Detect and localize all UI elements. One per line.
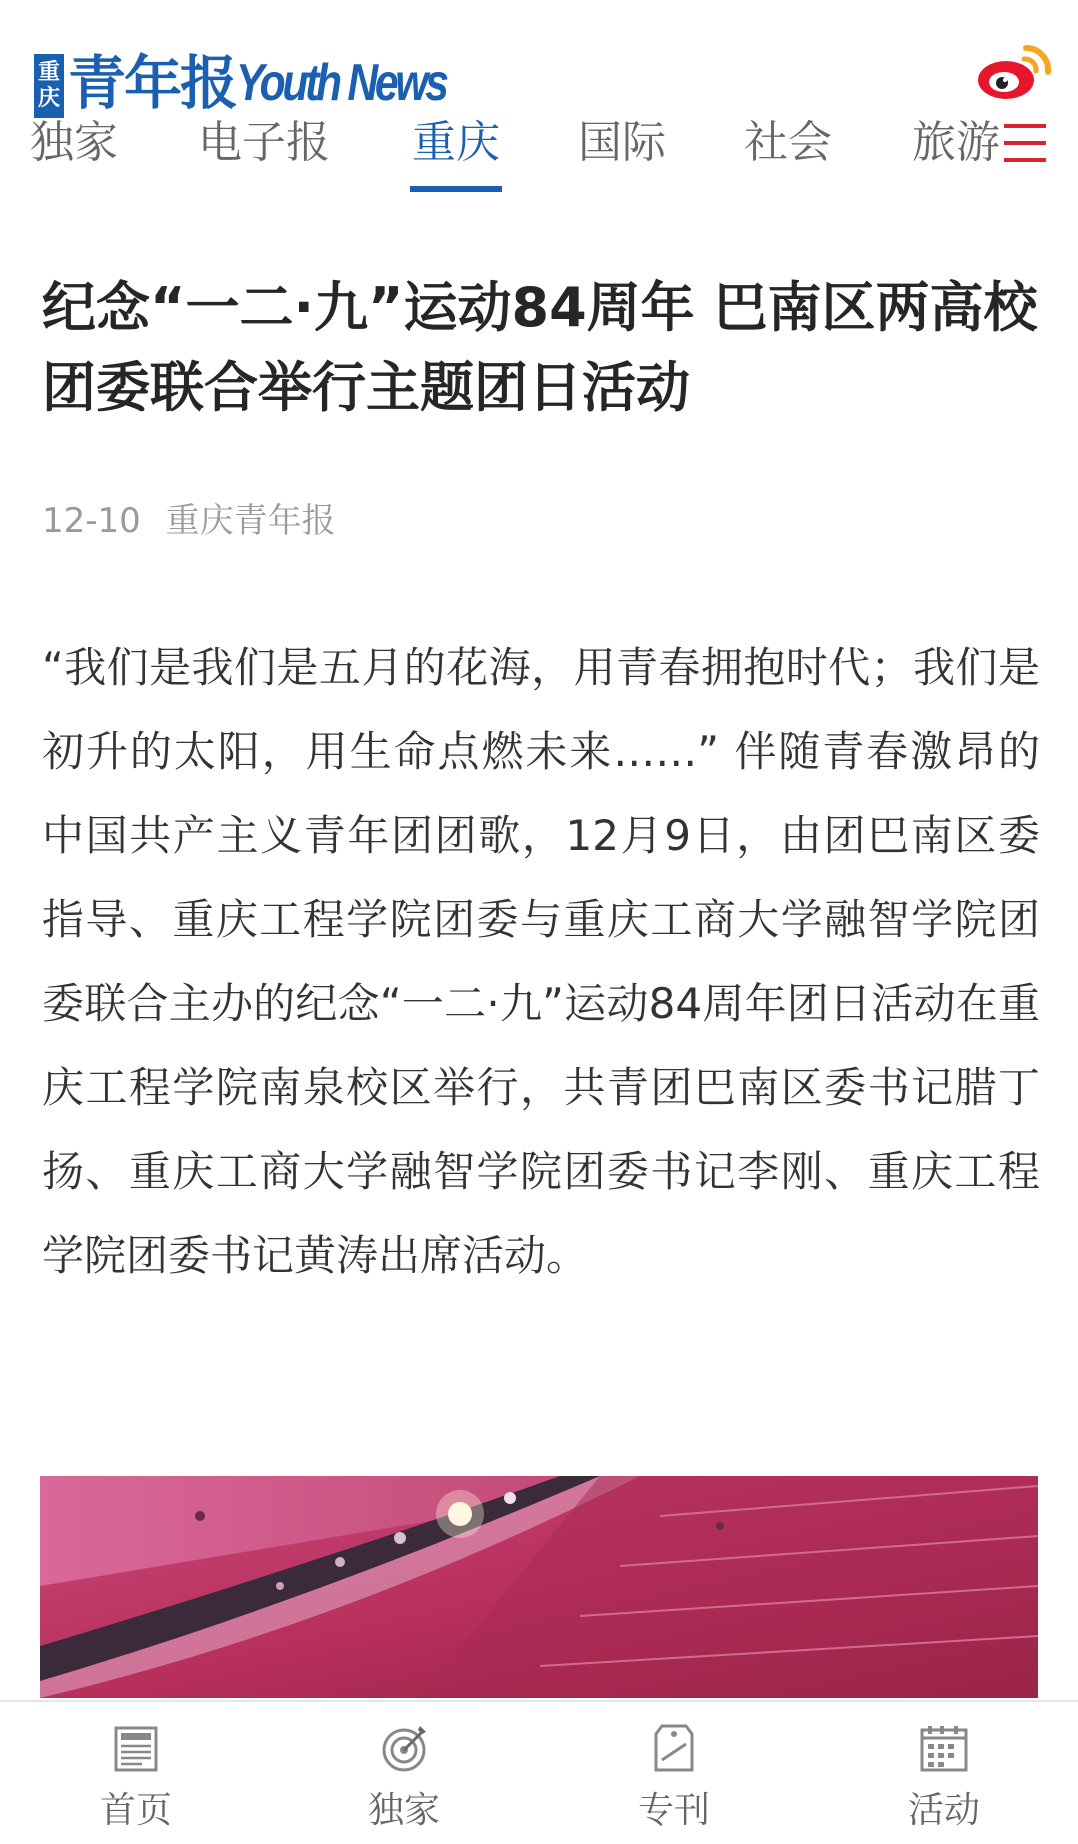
logo-paper-name: 青年报 — [68, 49, 237, 117]
tab-e-paper[interactable]: 电子报 — [198, 117, 330, 168]
nav-events-label: 活动 — [907, 1790, 980, 1831]
calendar-icon — [918, 1722, 970, 1774]
bottom-nav — [0, 1700, 1078, 1844]
target-icon — [378, 1722, 430, 1774]
nav-special-label: 专刊 — [637, 1790, 710, 1831]
logo[interactable] — [34, 42, 492, 118]
newspaper-icon — [110, 1722, 162, 1774]
tab-chongqing[interactable]: 重庆 — [412, 117, 500, 168]
nav-events[interactable] — [874, 1722, 1014, 1836]
nav-exclusive-label: 独家 — [367, 1790, 440, 1831]
nav-exclusive[interactable] — [334, 1722, 474, 1836]
nav-home-label: 首页 — [99, 1790, 172, 1831]
article-meta — [42, 496, 336, 546]
sale-tag-icon — [648, 1722, 700, 1774]
article-photo[interactable] — [40, 1476, 1038, 1698]
channel-tabs — [0, 110, 1000, 200]
photo-image — [40, 1476, 1038, 1698]
article-title: 纪念“一二·九”运动84周年 巴南区两高校团委联合举行主题团日活动 — [42, 276, 1038, 419]
tab-exclusive[interactable]: 独家 — [30, 117, 118, 168]
weibo-icon[interactable] — [974, 40, 1052, 102]
tab-international[interactable]: 国际 — [578, 117, 666, 168]
article-source: 重庆青年报 — [165, 501, 336, 541]
article-body: “我们是我们是五月的花海，用青春拥抱时代；我们是初升的太阳，用生命点燃未来……” 伴随青春激昂的中国共产主义青年团团歌，12月9日，由团巴南区委指导、重庆工程学院团委与重庆工商大学融智学院团委联合主办的纪念“一二·九”运动84周年团日活动在重庆工程学院南泉校区举行，共青团巴南区委书记腊丁扬、重庆工商大学融智学院团委书记李刚、重庆工程学院团委书记黄涛出席活动。 — [42, 643, 1040, 1280]
active-tab-indicator — [410, 186, 502, 192]
tab-travel[interactable]: 旅游 — [912, 117, 1000, 168]
logo-city: 重庆 — [34, 54, 64, 118]
article-date: 12-10 — [42, 501, 141, 541]
nav-home[interactable] — [66, 1722, 206, 1836]
hamburger-icon[interactable] — [1004, 122, 1046, 164]
logo-english: Youth News — [236, 54, 446, 112]
nav-special[interactable] — [604, 1722, 744, 1836]
header — [0, 0, 1078, 200]
tab-society[interactable]: 社会 — [744, 117, 832, 168]
